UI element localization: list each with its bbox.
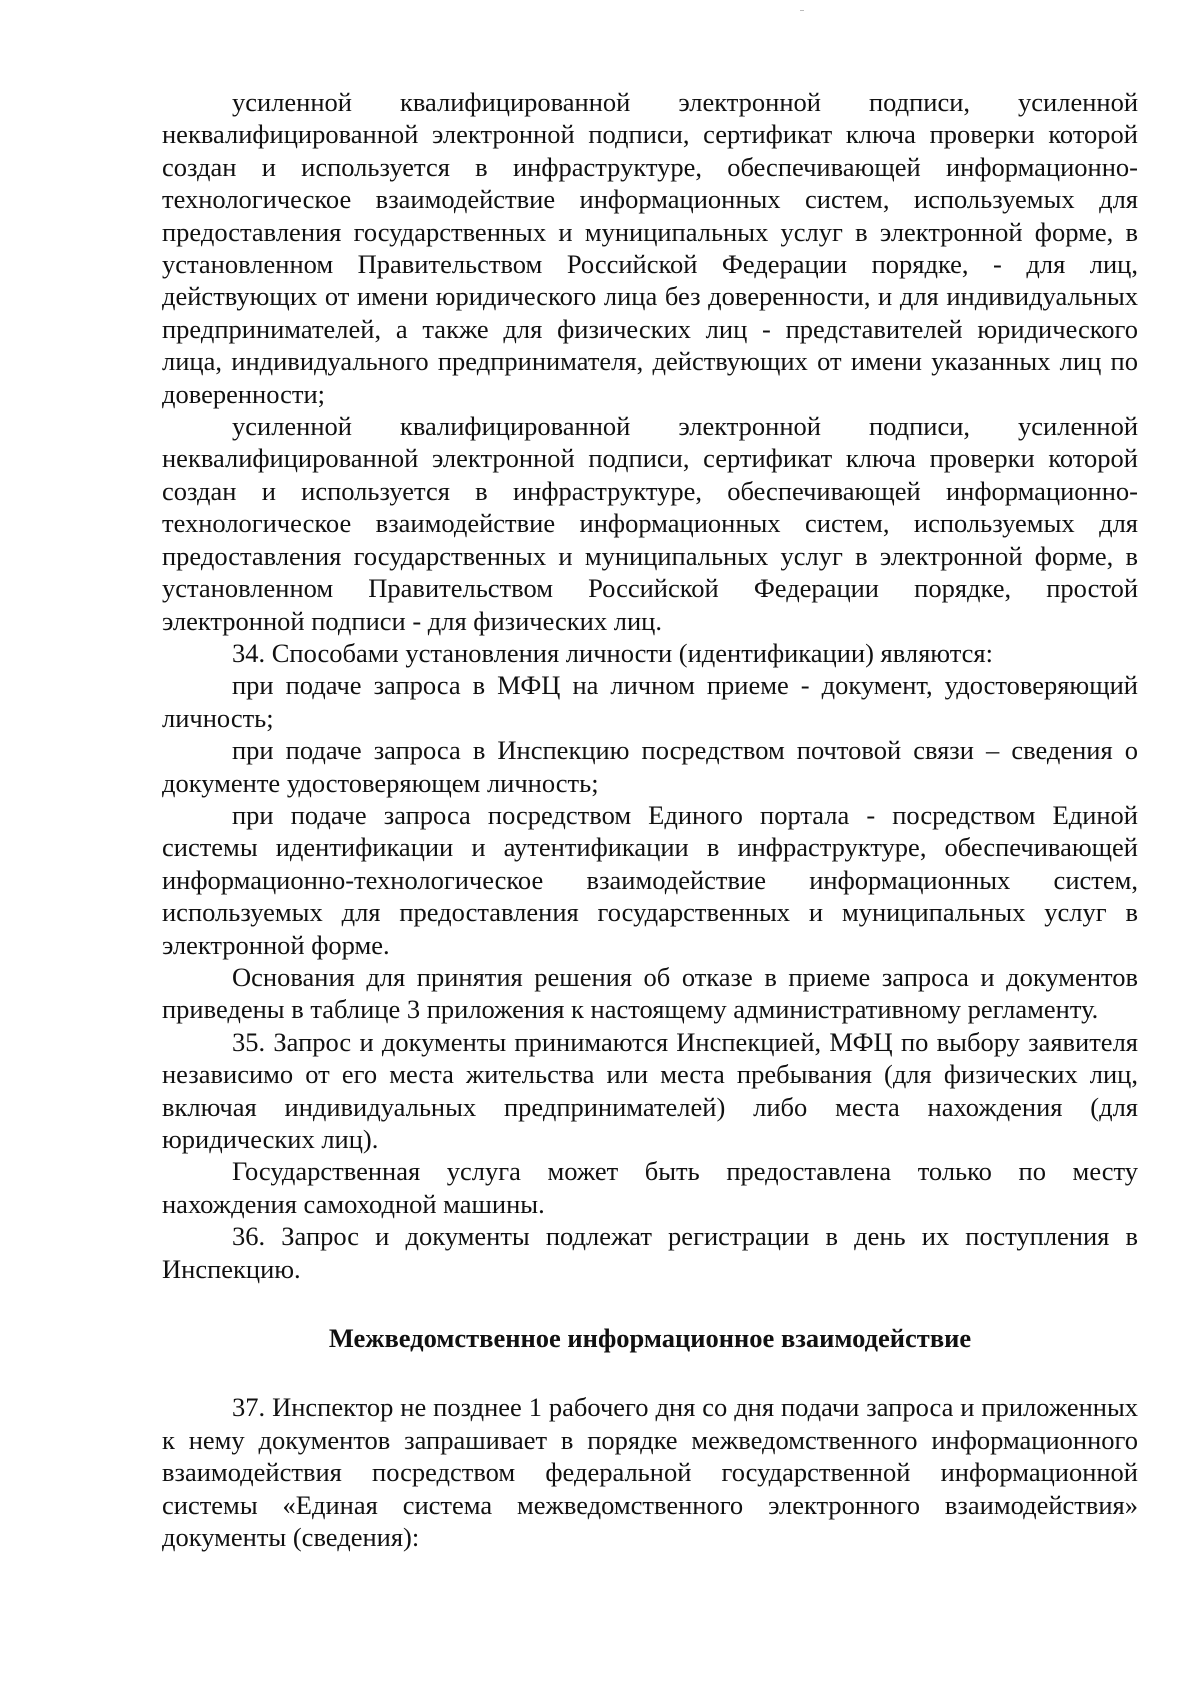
- paragraph-portal-identification: при подаче запроса посредством Единого портала - посредством Единой системы идентификации и аутентификации в инфраструктуре, обеспечивающей информационно-технологическое взаимодействие информационных систем, используемых для предоставления государственных и муниципальных услуг в электронной форме.: [162, 799, 1138, 960]
- paragraph-34-identification-methods: 34. Способами установления личности (идентификации) являются:: [232, 637, 993, 668]
- paragraph-refusal-grounds: Основания для принятия решения об отказе в приеме запроса и документов приведены в таблице 3 приложения к настоящему административному регламенту.: [162, 961, 1138, 1025]
- paragraph-35-acceptance: 35. Запрос и документы принимаются Инспекцией, МФЦ по выбору заявителя независимо от его места жительства или места пребывания (для физических лиц, включая индивидуальных предпринимателей) либо места нахождения (для юридических лиц).: [162, 1026, 1138, 1154]
- paragraph-mfc-identification: при подаче запроса в МФЦ на личном приеме - документ, удостоверяющий личность;: [162, 670, 1138, 733]
- paragraph-service-location: Государственная услуга может быть предоставлена только по месту нахождения самоходной машины.: [162, 1156, 1138, 1219]
- section-heading: Межведомственное информационное взаимодействие: [328, 1323, 972, 1354]
- paragraph-37-interagency-request: 37. Инспектор не позднее 1 рабочего дня со дня подачи запроса и приложенных к нему документов запрашивает в порядке межведомственного информационного взаимодействия посредством федеральной государственной информационной системы «Единая система межведомственного электронного взаимодействия» документы (сведения):: [162, 1392, 1138, 1553]
- document-body: [162, 86, 1138, 1553]
- paragraph-signature-individuals: усиленной квалифицированной электронной подписи, усиленной неквалифицированной электронной подписи, сертификат ключа проверки которой создан и используется в инфраструктуре, обеспечивающей информационно-технологическое взаимодействие информационных систем, используемых для предоставления государственных и муниципальных услуг в электронной форме, в установленном Правительством Российской Федерации порядке, простой электронной подписи - для физических лиц.: [162, 411, 1138, 636]
- paragraph-36-registration: 36. Запрос и документы подлежат регистрации в день их поступления в Инспекцию.: [162, 1221, 1138, 1284]
- paragraph-signature-legal-entities: усиленной квалифицированной электронной подписи, усиленной неквалифицированной электронной подписи, сертификат ключа проверки которой создан и используется в инфраструктуре, обеспечивающей информационно-технологическое взаимодействие информационных систем, используемых для предоставления государственных и муниципальных услуг в электронной форме, в установленном Правительством Российской Федерации порядке, - для лиц, действующих от имени юридического лица без доверенности, и для индивидуальных предпринимателей, а также для физических лиц - представителей юридического лица, индивидуального предпринимателя, действующих от имени указанных лиц по доверенности;: [162, 87, 1138, 409]
- paragraph-postal-identification: при подаче запроса в Инспекцию посредством почтовой связи – сведения о документе удостоверяющем личность;: [162, 735, 1138, 798]
- scan-speck: [800, 10, 804, 11]
